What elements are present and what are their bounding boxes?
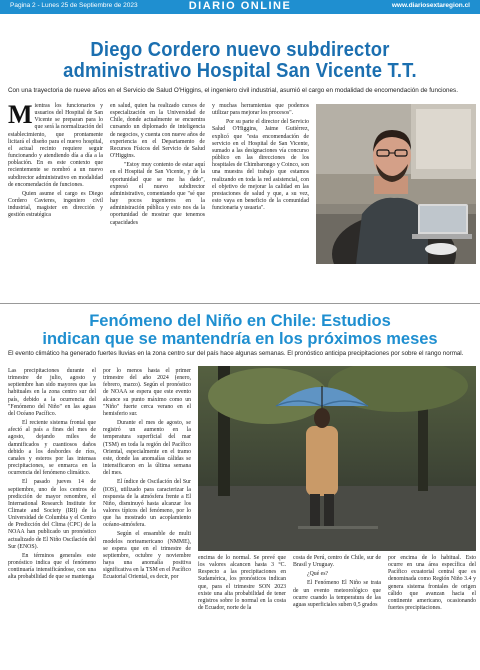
paragraph: por encima de lo habitual. Esto ocurre en una área específica del Pacífico ecuatorial central que es denominada como Región Niño 3.4 y genera sistema frontales de origen cálido que avanzan hacia el continente americano, ocasionando fuertes precipitaciones. [388,555,476,612]
article1-column-3 [212,103,309,299]
paragraph: en salud, quien ha realizado cursos de especialización en la Universidad de Chile, donde actualmente se encuentra cursando un diplomado de inteligencia de negocios, y cuenta con nueve años de experiencia en el Departamento de Recursos Físicos del Servicio de Salud O'Higgins. [110,103,205,160]
paragraph: Por su parte el director del Servicio Salud O'Higgins, Jaime Gutiérrez, explicó que "esta encomendación de servicio en el Hospital de San Vicente, sumado a las designaciones vía concurso público en las direcciones de los hospitales de Chimbarongo y Coinco, son una muestra del trabajo que estamos realizando en toda la red asistencial, con el objetivo de mejorar la calidad en las prestaciones de salud y que, a su vez, esto vaya en beneficio de la comunidad funcionaria y usuaria". [212,119,309,212]
article2-headline-line2: indican que se mantendría en los próximos meses [42,330,438,348]
article2-deck: El evento climático ha generado fuertes lluvias en la zona centro sur del país hace algunas semanas. El pronóstico anticipa precipitaciones por sobre el rango normal. [8,350,464,357]
article2-column-1 [8,368,96,666]
paragraph: El reciente sistema frontal que afectó al país a fines del mes de agosto, dejando miles de damnificados y cuantiosos daños debido a los desbordes de ríos, canales y esteros por las intensas precipitaciones, se enmarca en la ocurrencia del fenómeno climático. [8,420,96,477]
article1-col3-text [212,103,309,212]
article1-deck: Con una trayectoria de nueve años en el Servicio de Salud O'Higgins, el ingeniero civil industrial, asumió el cargo en modalidad de encomendación de funciones. [8,87,458,94]
article2-column-3 [198,555,286,666]
article2-col1-text [8,368,96,582]
article2-headline-line1: Fenómeno del Niño en Chile: Estudios [89,312,391,330]
article2-col2-text [103,368,191,582]
paragraph: En términos generales este pronóstico indica que el fenómeno continuaría intensificándose, con una alta probabilidad de que se mantenga [8,552,96,581]
paragraph: costa de Perú, centro de Chile, sur de Brasil y Uruguay. [293,555,381,569]
top-bar [0,0,480,14]
article2-col3-text [198,555,286,612]
rain-umbrella-photo [198,366,476,551]
article2-column-5 [388,555,476,666]
paragraph: El índice de Oscilación del Sur (IOS), utilizado para caracterizar la respuesta de la atmósfera frente a El Niño, disminuyó hasta alcanzar los valores típicos del fenómeno, por lo que ha mostrado un acoplamiento océano-atmósfera. [103,479,191,529]
article2-column-2 [103,368,191,666]
paragraph: ¿Qué es? [307,571,329,578]
paragraph: encima de lo normal. Se prevé que los valores alcancen hasta 3 °C. Respecto a las precipitaciones en Sudamérica, los pronósticos indican que, para el trimestre SON 2023 existe una alta probabilidad de tener registros sobre lo normal en la costa de Ecuador, norte de la [198,555,286,612]
article1-headline-line2: administrativo Hospital San Vicente T.T. [63,60,417,82]
website-link[interactable]: www.diariosextaregion.cl [391,2,470,9]
paragraph: Durante el mes de agosto, se registró un aumento en la temperatura superficial del mar (TSM) en toda la región del Pacífico Oriental, especialmente en el tramo este, donde las anomalías cálidas se intensificaron en la última semana del mes. [103,420,191,477]
article2-headline [0,312,480,348]
paragraph: El Fenómeno El Niño se trata de un evento meteorológico que ocurre cuando la temperatura de las aguas superficiales suben 0,5 grados [293,580,381,608]
article1-col2-text [110,103,205,227]
article2-col4-text [293,555,381,609]
office-portrait-image [316,104,476,264]
article1-headline [19,40,461,82]
paragraph: Quien asume el cargo es Diego Cordero Cavieres, ingeniero civil industrial, magister en dirección y gestión estratégica [8,190,103,219]
page-date: Pagina 2 - Lunes 25 de Septiembre de 2023 [10,2,138,9]
paragraph: por lo menos hasta el primer trimestre del año 2024 (enero, febrero, marzo). Según el pronóstico de NOAA se espera que este evento alcance su punto máximo como un "Niño" fuerte cerca verano en el hemisferio sur. [103,368,191,417]
article2-col5-text [388,555,476,612]
rainy-street-image [198,366,476,551]
paragraph: ientras los funcionarios y usuarios del Hospital de San Vicente se preparan para lo que será la normalización del establecimiento, que prontamente licitará el diseño para el nuevo hospital, el actual recinto requiere seguir funcionando y atendiendo día a día a la población. En es este contexto que recientemente se nombró a un nuevo subdirector administrativo en modalidad de encomendación de funciones. [8,103,103,188]
article1-column-2 [110,103,205,299]
article1-headline-line1: Diego Cordero nuevo subdirector [90,39,390,61]
paragraph: El pasado jueves 14 de septiembre, uno de los centros de predicción de mayor renombre, el International Research Institute for Climate and Society (IRI) de la Universidad de Columbia y el Centro de Predicción del Clima (CPC) de la NOAA han publicado un pronóstico actualizado de El Niño Oscilación del Sur (ENOS). [8,479,96,550]
paragraph: "Estoy muy contento de estar aquí en el Hospital de San Vicente, y de la oportunidad que se me ha dado", expresó el nuevo subdirector administrativo, comentando que "sé que hay pocos ingenieros en la administración pública y esto nos da la oportunidad de mostrar que tenemos capacidades [110,162,205,226]
paragraph: y muchas herramientas que podemos utilizar para mejorar los procesos". [212,103,309,117]
article1-dropcap: M [8,100,33,129]
paragraph: Según el ensamble de multi modelos norteamericano (NMME), se espera que en el trimestre de septiembre, octubre y noviembre haya una anomalía positiva significativa en la TSM en el Pacífico Ecuatorial Oriental, es decir, por [103,531,191,581]
article1-column-1 [8,100,103,299]
diego-cordero-photo [316,104,476,264]
section-divider [0,303,480,304]
article2-column-4 [293,555,381,666]
brand-title: DIARIO ONLINE [188,0,292,12]
paragraph: Las precipitaciones durante el trimestre de julio, agosto y septiembre han sido mayores que las habituales en la zona centro sur del país, debido a la ocurrencia del "Fenómeno del Niño" en las aguas del Océano Pacífico. [8,368,96,417]
